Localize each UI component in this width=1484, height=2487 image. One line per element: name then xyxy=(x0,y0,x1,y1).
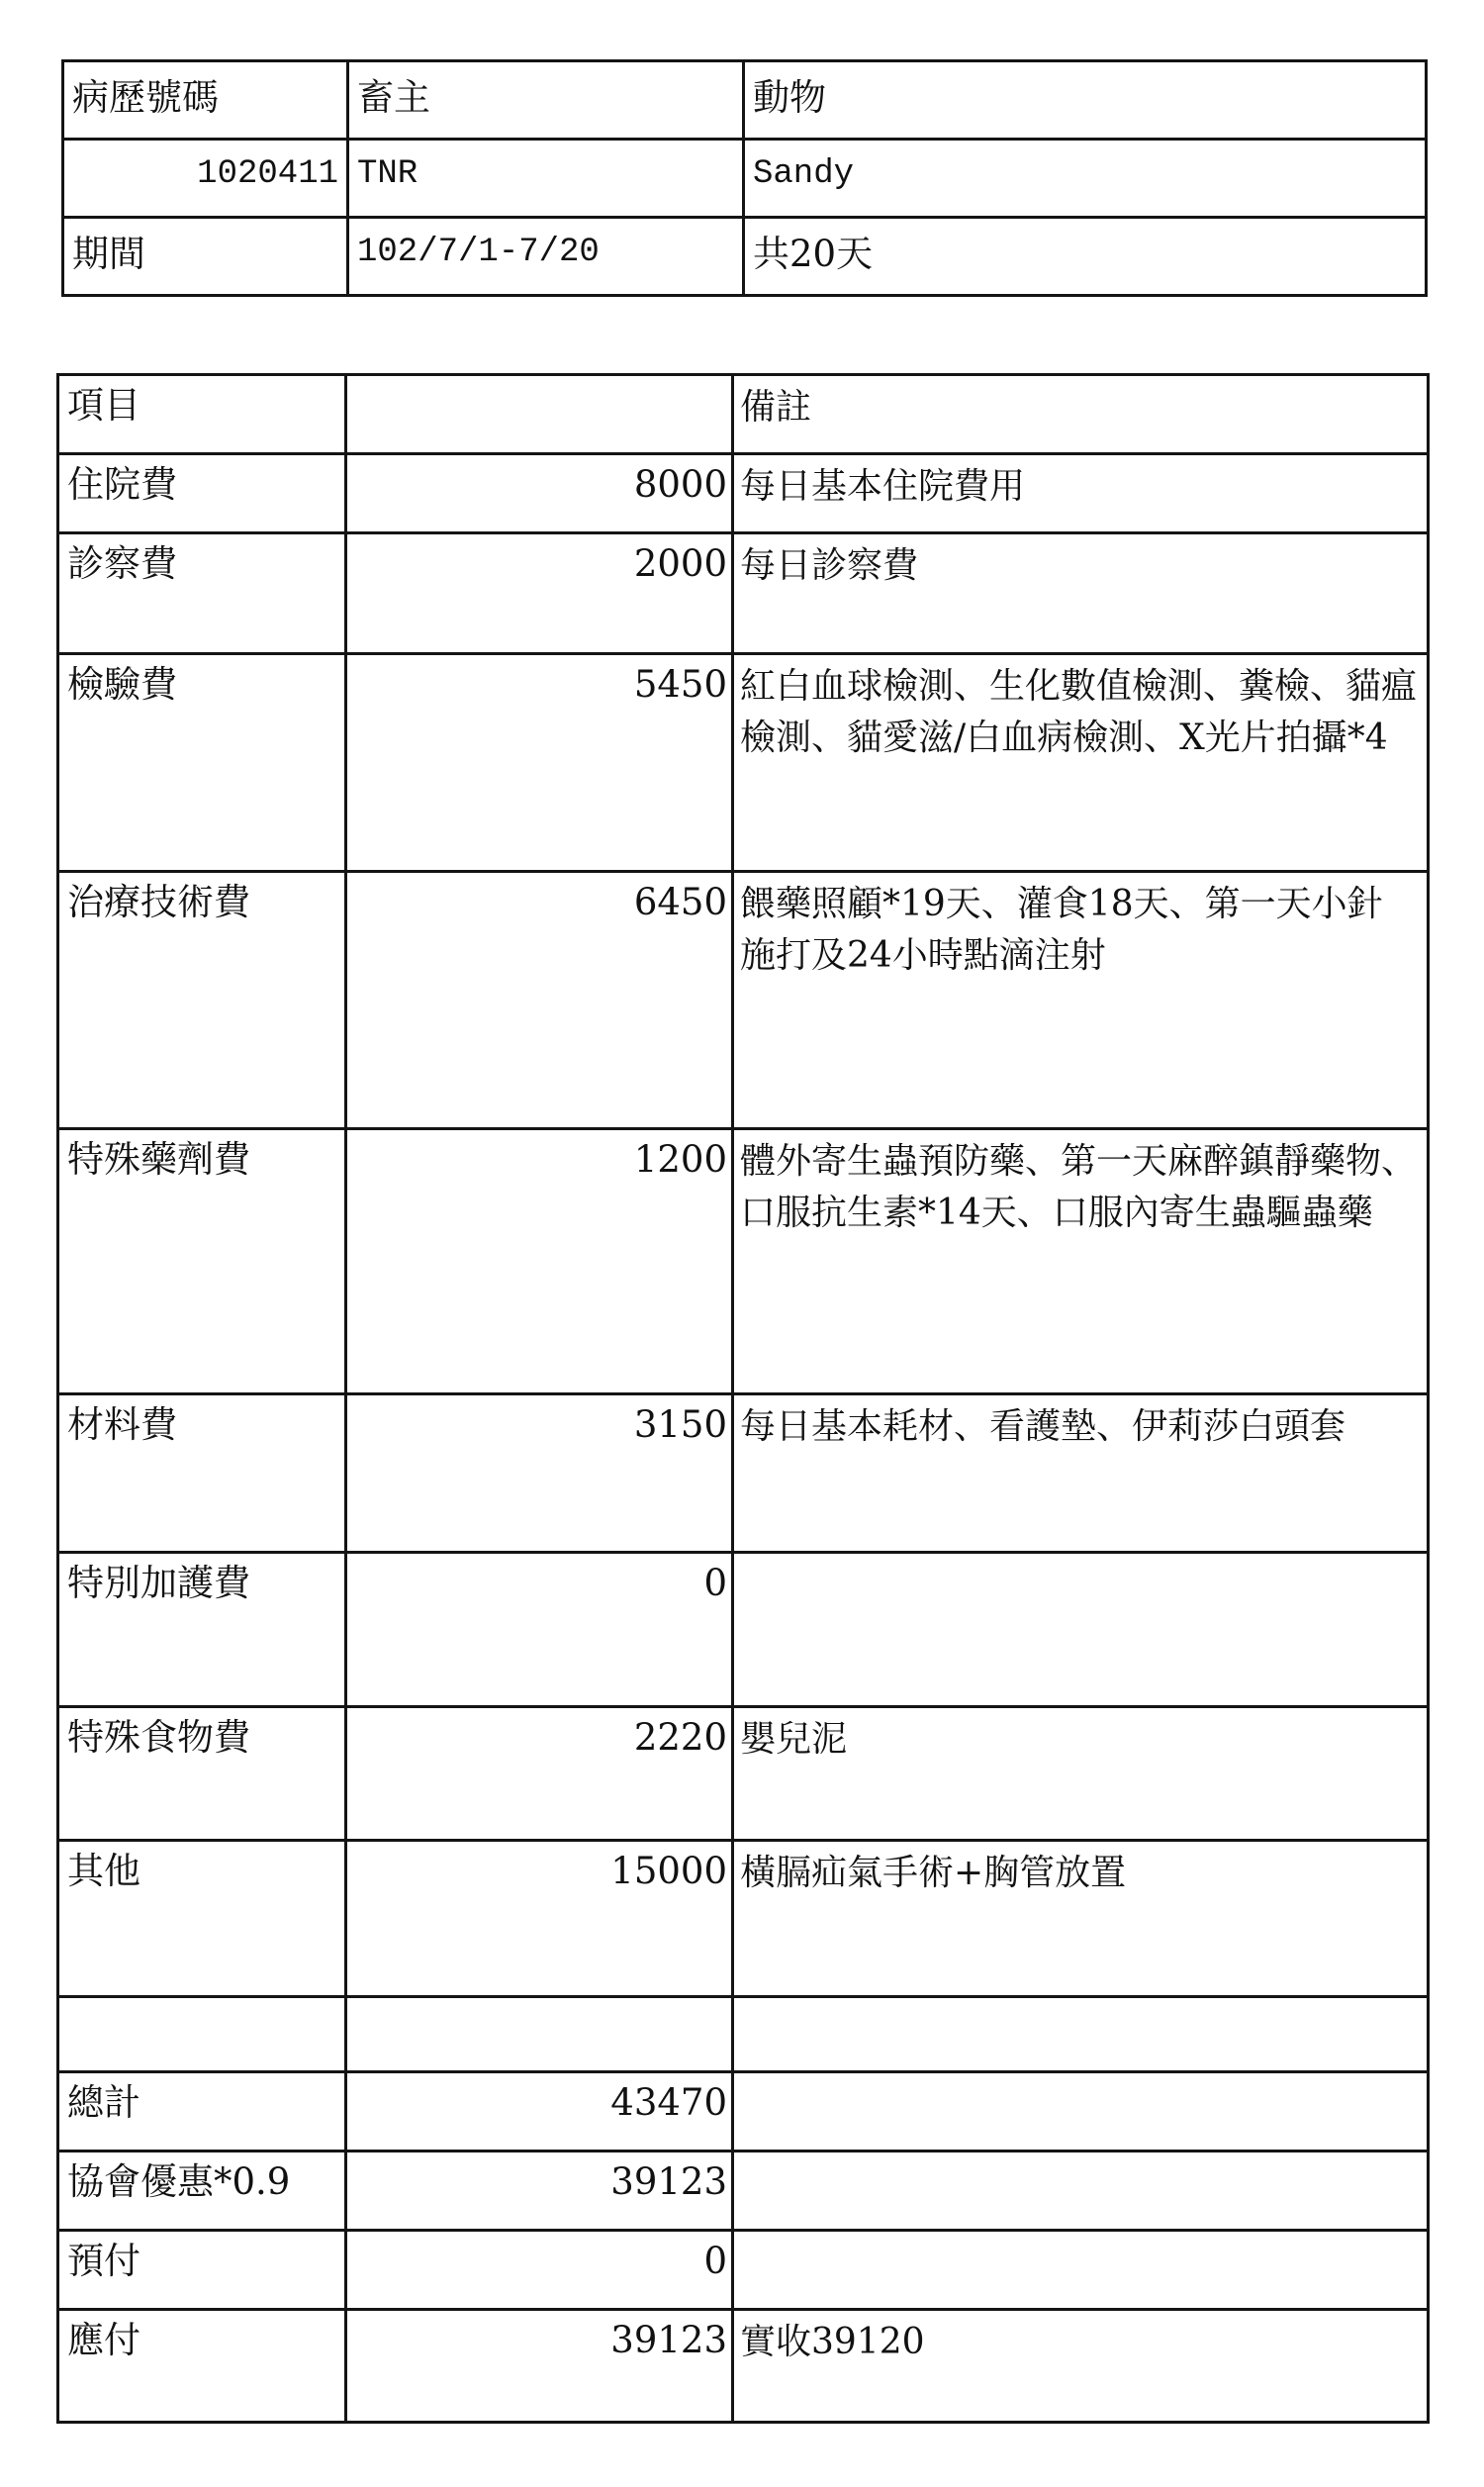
item-cell xyxy=(58,2152,346,2231)
fee-amount: 0 xyxy=(703,1562,727,1604)
head-amount-cell xyxy=(346,375,733,454)
item-cell xyxy=(58,654,346,872)
amount-due-row xyxy=(58,2310,1429,2423)
amount-cell xyxy=(346,1707,733,1841)
fee-amount: 15000 xyxy=(610,1850,727,1892)
fee-row xyxy=(58,654,1429,872)
amount-cell xyxy=(346,533,733,654)
fee-item: 其他 xyxy=(67,1850,140,1892)
amount-due-label: 應付 xyxy=(67,2319,140,2361)
fee-row xyxy=(58,1553,1429,1707)
amount-cell xyxy=(346,2310,733,2423)
note-cell xyxy=(733,1394,1429,1553)
fee-item: 特殊藥劑費 xyxy=(67,1138,250,1181)
fee-note: 橫膈疝氣手術+胸管放置 xyxy=(740,1853,1127,1893)
fee-item: 特殊食物費 xyxy=(67,1716,250,1759)
amount-cell xyxy=(346,454,733,533)
fee-amount: 3150 xyxy=(633,1403,727,1446)
fee-note: 每日診察費 xyxy=(740,545,919,586)
fee-note: 紅白血球檢測、生化數值檢測、糞檢、貓瘟檢測、貓愛滋/白血病檢測、X光片拍攝*4 xyxy=(740,666,1418,759)
note-cell xyxy=(733,1841,1429,1997)
period-row xyxy=(63,218,1427,296)
note-cell xyxy=(733,2152,1429,2231)
fee-item xyxy=(59,1998,344,2004)
head-note-cell xyxy=(733,375,1429,454)
amount-cell xyxy=(346,1553,733,1707)
fee-item: 檢驗費 xyxy=(67,663,177,706)
animal-cell xyxy=(744,140,1427,218)
fee-row xyxy=(58,533,1429,654)
head-note: 備註 xyxy=(740,387,812,428)
amount-due: 39123 xyxy=(610,2319,727,2361)
fee-note xyxy=(734,1554,1427,1560)
patient-info-header-row xyxy=(63,61,1427,140)
label-period: 期間 xyxy=(72,233,145,275)
item-cell xyxy=(58,533,346,654)
amount-cell xyxy=(346,2152,733,2231)
label-record-no-cell xyxy=(63,61,348,140)
fee-note: 每日基本住院費用 xyxy=(740,466,1026,507)
amount-cell xyxy=(346,1394,733,1553)
fee-note: 餵藥照顧*19天、灌食18天、第一天小針施打及24小時點滴注射 xyxy=(740,884,1383,977)
prepaid-row xyxy=(58,2231,1429,2310)
note-cell xyxy=(733,454,1429,533)
label-animal: 動物 xyxy=(753,76,826,119)
discount-amount: 39123 xyxy=(610,2160,727,2203)
item-cell xyxy=(58,1997,346,2072)
fee-amount: 1200 xyxy=(633,1138,727,1181)
fee-row xyxy=(58,1394,1429,1553)
fee-row-blank xyxy=(58,1997,1429,2072)
fee-row xyxy=(58,872,1429,1129)
amount-cell xyxy=(346,872,733,1129)
head-item: 項目 xyxy=(67,384,140,427)
fee-row xyxy=(58,1129,1429,1394)
fee-amount: 6450 xyxy=(633,881,727,923)
fee-note: 嬰兒泥 xyxy=(740,1719,848,1760)
owner: TNR xyxy=(357,155,418,193)
owner-cell xyxy=(348,140,744,218)
note-cell xyxy=(733,1553,1429,1707)
fee-row xyxy=(58,454,1429,533)
note-cell xyxy=(733,2310,1429,2423)
fee-row xyxy=(58,1841,1429,1997)
item-cell xyxy=(58,1129,346,1394)
amount-cell xyxy=(346,1129,733,1394)
fee-note: 每日基本耗材、看護墊、伊莉莎白頭套 xyxy=(740,1406,1346,1447)
fee-amount: 2000 xyxy=(633,542,727,585)
days: 共20天 xyxy=(753,233,874,275)
record-no: 1020411 xyxy=(197,155,338,193)
amount-cell xyxy=(346,1841,733,1997)
discount-row xyxy=(58,2152,1429,2231)
item-cell xyxy=(58,2231,346,2310)
head-item-cell xyxy=(58,375,346,454)
amount-cell xyxy=(346,2072,733,2152)
total-label: 總計 xyxy=(67,2081,140,2124)
fee-item: 住院費 xyxy=(67,463,177,506)
patient-info-value-row xyxy=(63,140,1427,218)
fee-amount: 5450 xyxy=(633,663,727,706)
discount-note xyxy=(734,2152,1427,2158)
label-record-no: 病歷號碼 xyxy=(72,76,219,119)
item-cell xyxy=(58,1394,346,1553)
item-cell xyxy=(58,1841,346,1997)
item-cell xyxy=(58,2072,346,2152)
amount-cell xyxy=(346,654,733,872)
total-amount: 43470 xyxy=(610,2081,727,2124)
days-cell xyxy=(744,218,1427,296)
patient-info-table xyxy=(61,59,1428,297)
item-cell xyxy=(58,454,346,533)
item-cell xyxy=(58,1553,346,1707)
note-cell xyxy=(733,1707,1429,1841)
label-period-cell xyxy=(63,218,348,296)
label-animal-cell xyxy=(744,61,1427,140)
note-cell xyxy=(733,1129,1429,1394)
item-cell xyxy=(58,872,346,1129)
animal: Sandy xyxy=(753,155,855,193)
period: 102/7/1-7/20 xyxy=(357,234,600,271)
prepaid-note xyxy=(734,2232,1427,2238)
fee-note: 體外寄生蟲預防藥、第一天麻醉鎮靜藥物、口服抗生素*14天、口服內寄生蟲驅蟲藥 xyxy=(740,1141,1418,1234)
fee-header-row xyxy=(58,375,1429,454)
head-amount xyxy=(347,376,731,382)
fee-item: 特別加護費 xyxy=(67,1562,250,1604)
fee-item: 材料費 xyxy=(67,1403,177,1446)
record-no-cell xyxy=(63,140,348,218)
total-note xyxy=(734,2073,1427,2079)
note-cell xyxy=(733,2072,1429,2152)
amount-received-note: 實收39120 xyxy=(740,2322,925,2362)
discount-label: 協會優惠*0.9 xyxy=(67,2160,291,2203)
label-owner: 畜主 xyxy=(357,76,430,119)
note-cell xyxy=(733,533,1429,654)
fee-row xyxy=(58,1707,1429,1841)
period-cell xyxy=(348,218,744,296)
note-cell xyxy=(733,2231,1429,2310)
fee-amount: 2220 xyxy=(633,1716,727,1759)
fee-note xyxy=(734,1998,1427,2004)
amount-cell xyxy=(346,1997,733,2072)
fee-table xyxy=(56,373,1430,2424)
prepaid-amount: 0 xyxy=(703,2240,727,2282)
item-cell xyxy=(58,1707,346,1841)
amount-cell xyxy=(346,2231,733,2310)
fee-item: 治療技術費 xyxy=(67,881,250,923)
fee-amount: 8000 xyxy=(633,463,727,506)
total-row xyxy=(58,2072,1429,2152)
fee-item: 診察費 xyxy=(67,542,177,585)
fee-amount xyxy=(347,1998,731,2004)
note-cell xyxy=(733,654,1429,872)
item-cell xyxy=(58,2310,346,2423)
note-cell xyxy=(733,1997,1429,2072)
prepaid-label: 預付 xyxy=(67,2240,140,2282)
note-cell xyxy=(733,872,1429,1129)
label-owner-cell xyxy=(348,61,744,140)
